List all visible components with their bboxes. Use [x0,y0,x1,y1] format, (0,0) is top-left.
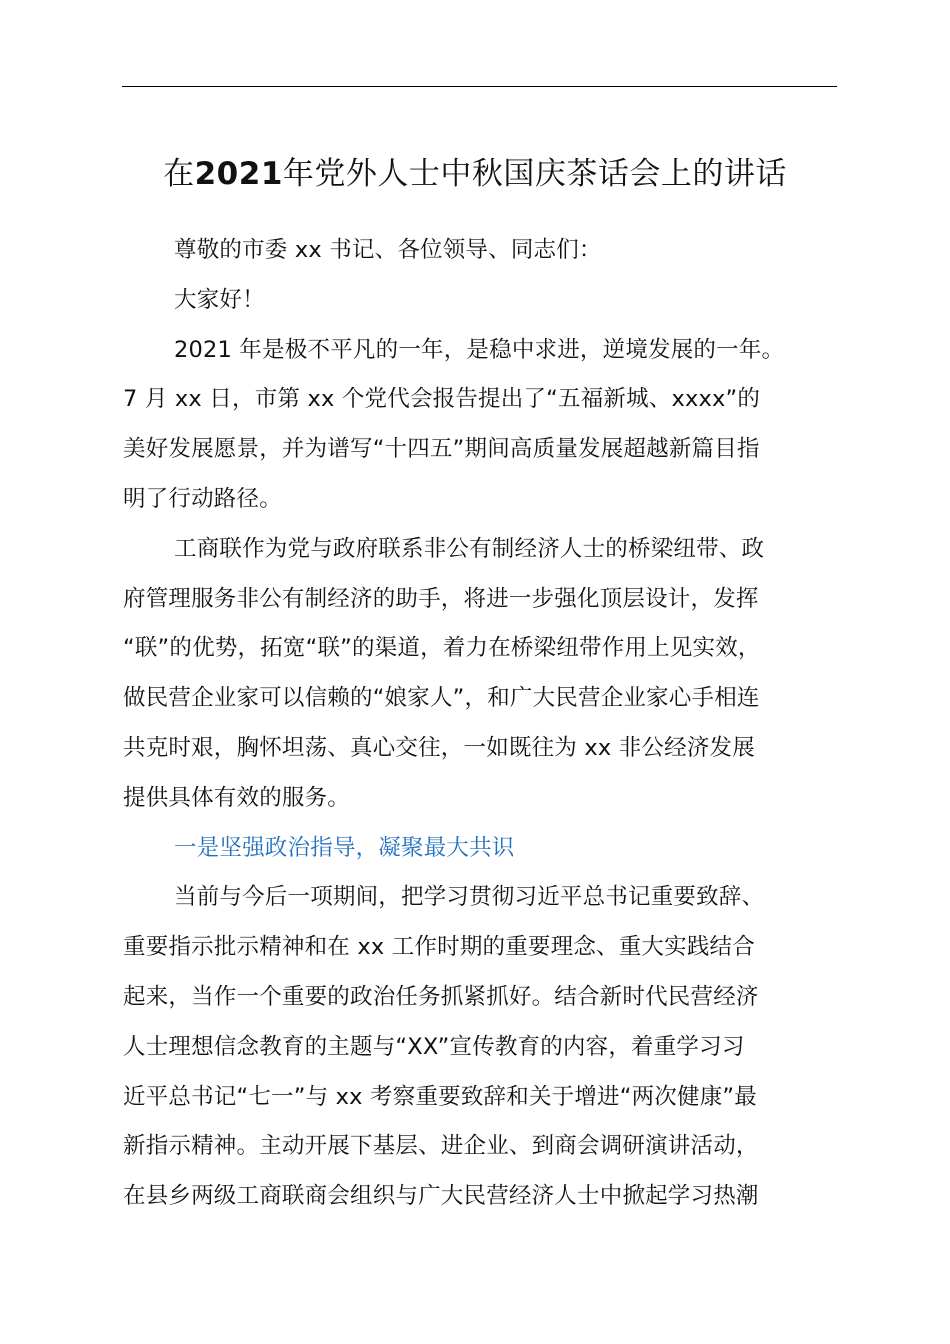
document-title [0,150,950,198]
paragraph-line: 在县乡两级工商联商会组织与广大民营经济人士中掀起学习热潮 [123,1183,759,1210]
paragraph-line: 人士理想信念教育的主题与“XX”宣传教育的内容，着重学习习 [123,1033,745,1060]
header-rule [122,86,837,87]
section-heading: 一是坚强政治指导，凝聚最大共识 [174,834,515,861]
paragraph-line: 共克时艰，胸怀坦荡、真心交往，一如既往为 xx 非公经济发展 [123,734,755,761]
title-suffix: 年党外人士中秋国庆茶话会上的讲话 [282,156,787,192]
paragraph-line: 明了行动路径。 [123,485,282,512]
paragraph-line: 美好发展愿景，并为谱写“十四五”期间高质量发展超越新篇目指 [123,436,760,463]
paragraph-line: 近平总书记“七一”与 xx 考察重要致辞和关于增进“两次健康”最 [123,1083,757,1110]
paragraph-line: 工商联作为党与政府联系非公有制经济人士的桥梁纽带、政 [174,535,765,562]
paragraph-line: 重要指示批示精神和在 xx 工作时期的重要理念、重大实践结合 [123,934,755,961]
paragraph-line: 7 月 xx 日，市第 xx 个党代会报告提出了“五福新城、xxxx”的 [123,386,761,413]
paragraph-line: 府管理服务非公有制经济的助手，将进一步强化顶层设计，发挥 [123,585,759,612]
title-year: 2021 [194,156,283,192]
paragraph-line: 当前与今后一项期间，把学习贯彻习近平总书记重要致辞、 [174,884,765,911]
paragraph-line: 起来，当作一个重要的政治任务抓紧抓好。结合新时代民营经济 [123,983,759,1010]
document-body [123,226,841,1222]
paragraph-line: 提供具体有效的服务。 [123,784,351,811]
paragraph-line: 做民营企业家可以信赖的“娘家人”，和广大民营企业家心手相连 [123,685,760,712]
title-prefix: 在 [163,156,195,192]
paragraph-line: 新指示精神。主动开展下基层、进企业、到商会调研演讲活动， [123,1133,759,1160]
paragraph-line: 2021 年是极不平凡的一年，是稳中求进，逆境发展的一年。 [174,336,785,363]
salutation: 尊敬的市委 xx 书记、各位领导、同志们： [174,237,602,263]
paragraph-line: “联”的优势，拓宽“联”的渠道，着力在桥梁纽带作用上见实效， [123,635,761,662]
greeting: 大家好！ [174,286,265,313]
